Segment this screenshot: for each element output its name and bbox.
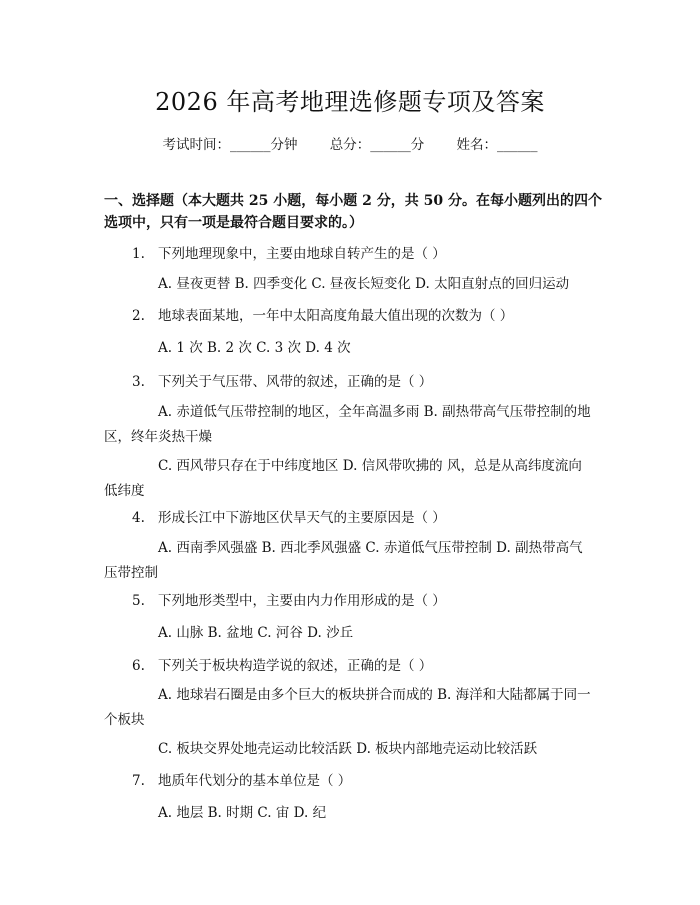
exam-info-line	[0, 133, 700, 153]
question-4-options: A. 西南季风强盛 B. 西北季风强盛 C. 赤道低气压带控制 D. 副热带高气压带控制	[104, 540, 583, 581]
question-number: 2.	[132, 308, 145, 324]
question-number: 5.	[132, 593, 145, 609]
question-stem: 下列地理现象中，主要由地球自转产生的是（ ）	[158, 246, 446, 262]
question-1	[132, 244, 446, 264]
question-stem: 下列关于板块构造学说的叙述，正确的是（ ）	[158, 658, 433, 674]
question-3-options-ab: A. 赤道低气压带控制的地区，全年高温多雨 B. 副热带高气压带控制的地区，终年炎热干燥	[104, 404, 591, 445]
question-stem: 下列关于气压带、风带的叙述，正确的是（ ）	[158, 374, 433, 390]
section-heading: 一、选择题（本大题共 25 小题，每小题 2 分，共 50 分。在每小题列出的四个选项中，只有一项是最符合题目要求的。）	[104, 193, 602, 231]
question-4	[132, 508, 446, 528]
question-stem: 下列地形类型中，主要由内力作用形成的是（ ）	[158, 593, 446, 609]
question-1-options: A. 昼夜更替 B. 四季变化 C. 昼夜长短变化 D. 太阳直射点的回归运动	[158, 276, 570, 292]
question-2-options: A. 1 次 B. 2 次 C. 3 次 D. 4 次	[158, 340, 351, 356]
question-number: 7.	[132, 773, 145, 789]
question-5	[132, 591, 446, 611]
question-6	[132, 656, 432, 676]
exam-time-field: 考试时间：______分钟	[162, 137, 298, 153]
question-6-options-ab: A. 地球岩石圈是由多个巨大的板块拼合而成的 B. 海洋和大陆都属于同一个板块	[104, 687, 591, 728]
question-7	[132, 771, 351, 791]
page-title: 2026 年高考地理选修题专项及答案	[155, 88, 545, 116]
question-stem: 地质年代划分的基本单位是（ ）	[158, 773, 352, 789]
question-5-options: A. 山脉 B. 盆地 C. 河谷 D. 沙丘	[158, 625, 354, 641]
total-score-field: 总分：______分	[329, 137, 425, 153]
question-number: 3.	[132, 374, 145, 390]
question-7-options: A. 地层 B. 时期 C. 宙 D. 纪	[158, 805, 327, 821]
question-3	[132, 372, 432, 392]
question-number: 1.	[132, 246, 145, 262]
question-number: 4.	[132, 510, 145, 526]
question-stem: 形成长江中下游地区伏旱天气的主要原因是（ ）	[158, 510, 446, 526]
question-6-options-cd: C. 板块交界处地壳运动比较活跃 D. 板块内部地壳运动比较活跃	[158, 741, 538, 757]
question-2	[132, 306, 513, 326]
question-number: 6.	[132, 658, 145, 674]
question-3-options-cd: C. 西风带只存在于中纬度地区 D. 信风带吹拂的 风，总是从高纬度流向低纬度	[104, 458, 582, 499]
question-stem: 地球表面某地，一年中太阳高度角最大值出现的次数为（ ）	[158, 308, 514, 324]
name-field: 姓名：______	[456, 137, 538, 153]
